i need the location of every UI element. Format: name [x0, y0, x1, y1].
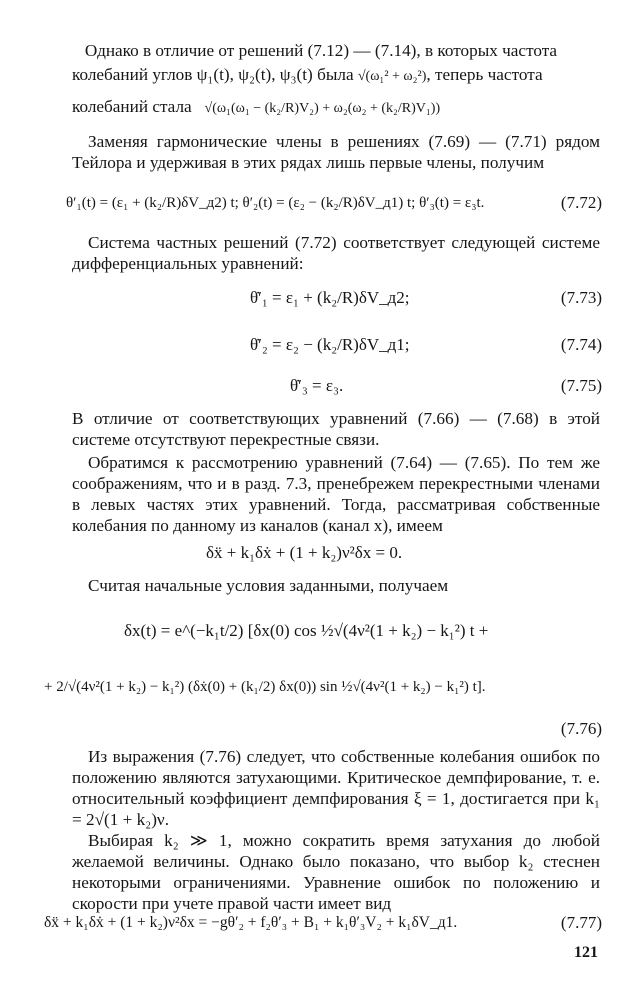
equation-free-oscillation: δẍ + k₁δẋ + (1 + k₂)ν²δx = 0.: [206, 543, 403, 562]
equation-7-73: θ̇′₁ = ε₁ + (k₂/R)δV_д2;: [250, 288, 410, 307]
paragraph-2: Заменяя гармонические члены в решениях (7.69) — (7.71) рядом Тейлора и удерживая в этих рядах лишь первые члены, получим: [72, 132, 600, 172]
equation-7-74: θ̇′₂ = ε₂ − (k₂/R)δV_д1;: [250, 335, 410, 354]
paragraph-7: Из выражения (7.76) следует, что собственные колебания ошибок по положению являются затухающими. Критическое демпфирование, т. е. относительный коэффициент демпфирования ξ = 1, достигается при k₁ = 2√(1 + k₂)ν.: [72, 747, 600, 829]
equation-number-7-72: (7.72): [560, 193, 602, 212]
equation-7-77: δẍ + k₁δẋ + (1 + k₂)ν²δx = −gθ′₂ + f₂θ′₃ + B₁ + k₁θ′₃V₂ + k₁δV_д1.: [44, 914, 458, 931]
equation-number-7-75: (7.75): [560, 376, 602, 395]
page-number: 121: [574, 944, 598, 961]
equation-number-7-74: (7.74): [560, 335, 602, 354]
paragraph-1-line-1: Однако в отличие от решений (7.12) — (7.14), в которых частота: [84, 41, 558, 60]
equation-7-76-line-1: δx(t) = e^(−k₁t/2) [δx(0) cos ½√(4ν²(1 + k₂) − k₁²) t +: [124, 621, 489, 640]
paragraph-1-line-3: колебаний стала √(ω₁(ω₁ − (k₂/R)V₂) + ω₂(ω₂ + (k₂/R)V₁)): [72, 97, 441, 116]
paragraph-5: Обратимся к рассмотрению уравнений (7.64) — (7.65). По тем же соображениям, что и в разд. 7.3, пренебрежем перекрестными членами в левых частях этих уравнений. Тогда, рассматривая собственные колебания по данному из каналов (канал x), имеем: [72, 453, 600, 535]
equation-number-7-73: (7.73): [560, 288, 602, 307]
formula-new-frequency: √(ω₁(ω₁ − (k₂/R)V₂) + ω₂(ω₂ + (k₂/R)V₁)): [204, 101, 441, 116]
paragraph-1-line-2: колебаний углов ψ₁(t), ψ₂(t), ψ₃(t) была √(ω₁² + ω₂²), теперь частота: [72, 65, 543, 84]
paragraph-6: Считая начальные условия заданными, получаем: [88, 576, 449, 595]
equation-number-7-76: (7.76): [560, 719, 602, 738]
equation-7-75: θ̇′₃ = ε₃.: [290, 376, 344, 395]
paragraph-3: Система частных решений (7.72) соответствует следующей системе дифференциальных уравнений:: [72, 233, 600, 273]
equation-7-76-line-2: + 2/√(4ν²(1 + k₂) − k₁²) (δẋ(0) + (k₁/2) δx(0)) sin ½√(4ν²(1 + k₂) − k₁²) t].: [44, 679, 486, 695]
equation-7-72: θ′₁(t) = (ε₁ + (k₂/R)δV_д2) t; θ′₂(t) = (ε₂ − (k₂/R)δV_д1) t; θ′₃(t) = ε₃t.: [66, 195, 485, 211]
formula-old-frequency: √(ω₁² + ω₂²): [357, 69, 427, 84]
paragraph-8: Выбирая k₂ ≫ 1, можно сократить время затухания до любой желаемой величины. Однако было показано, что выбор k₂ стеснен некоторыми ограничениями. Уравнение ошибок по положению и скорости при учете правой части имеет вид: [72, 831, 600, 913]
formula-critical-damping: k₁ = 2√(1 + k₂)ν.: [72, 789, 600, 829]
paragraph-4: В отличие от соответствующих уравнений (7.66) — (7.68) в этой системе отсутствуют перекрестные связи.: [72, 409, 600, 449]
equation-number-7-77: (7.77): [560, 913, 602, 932]
